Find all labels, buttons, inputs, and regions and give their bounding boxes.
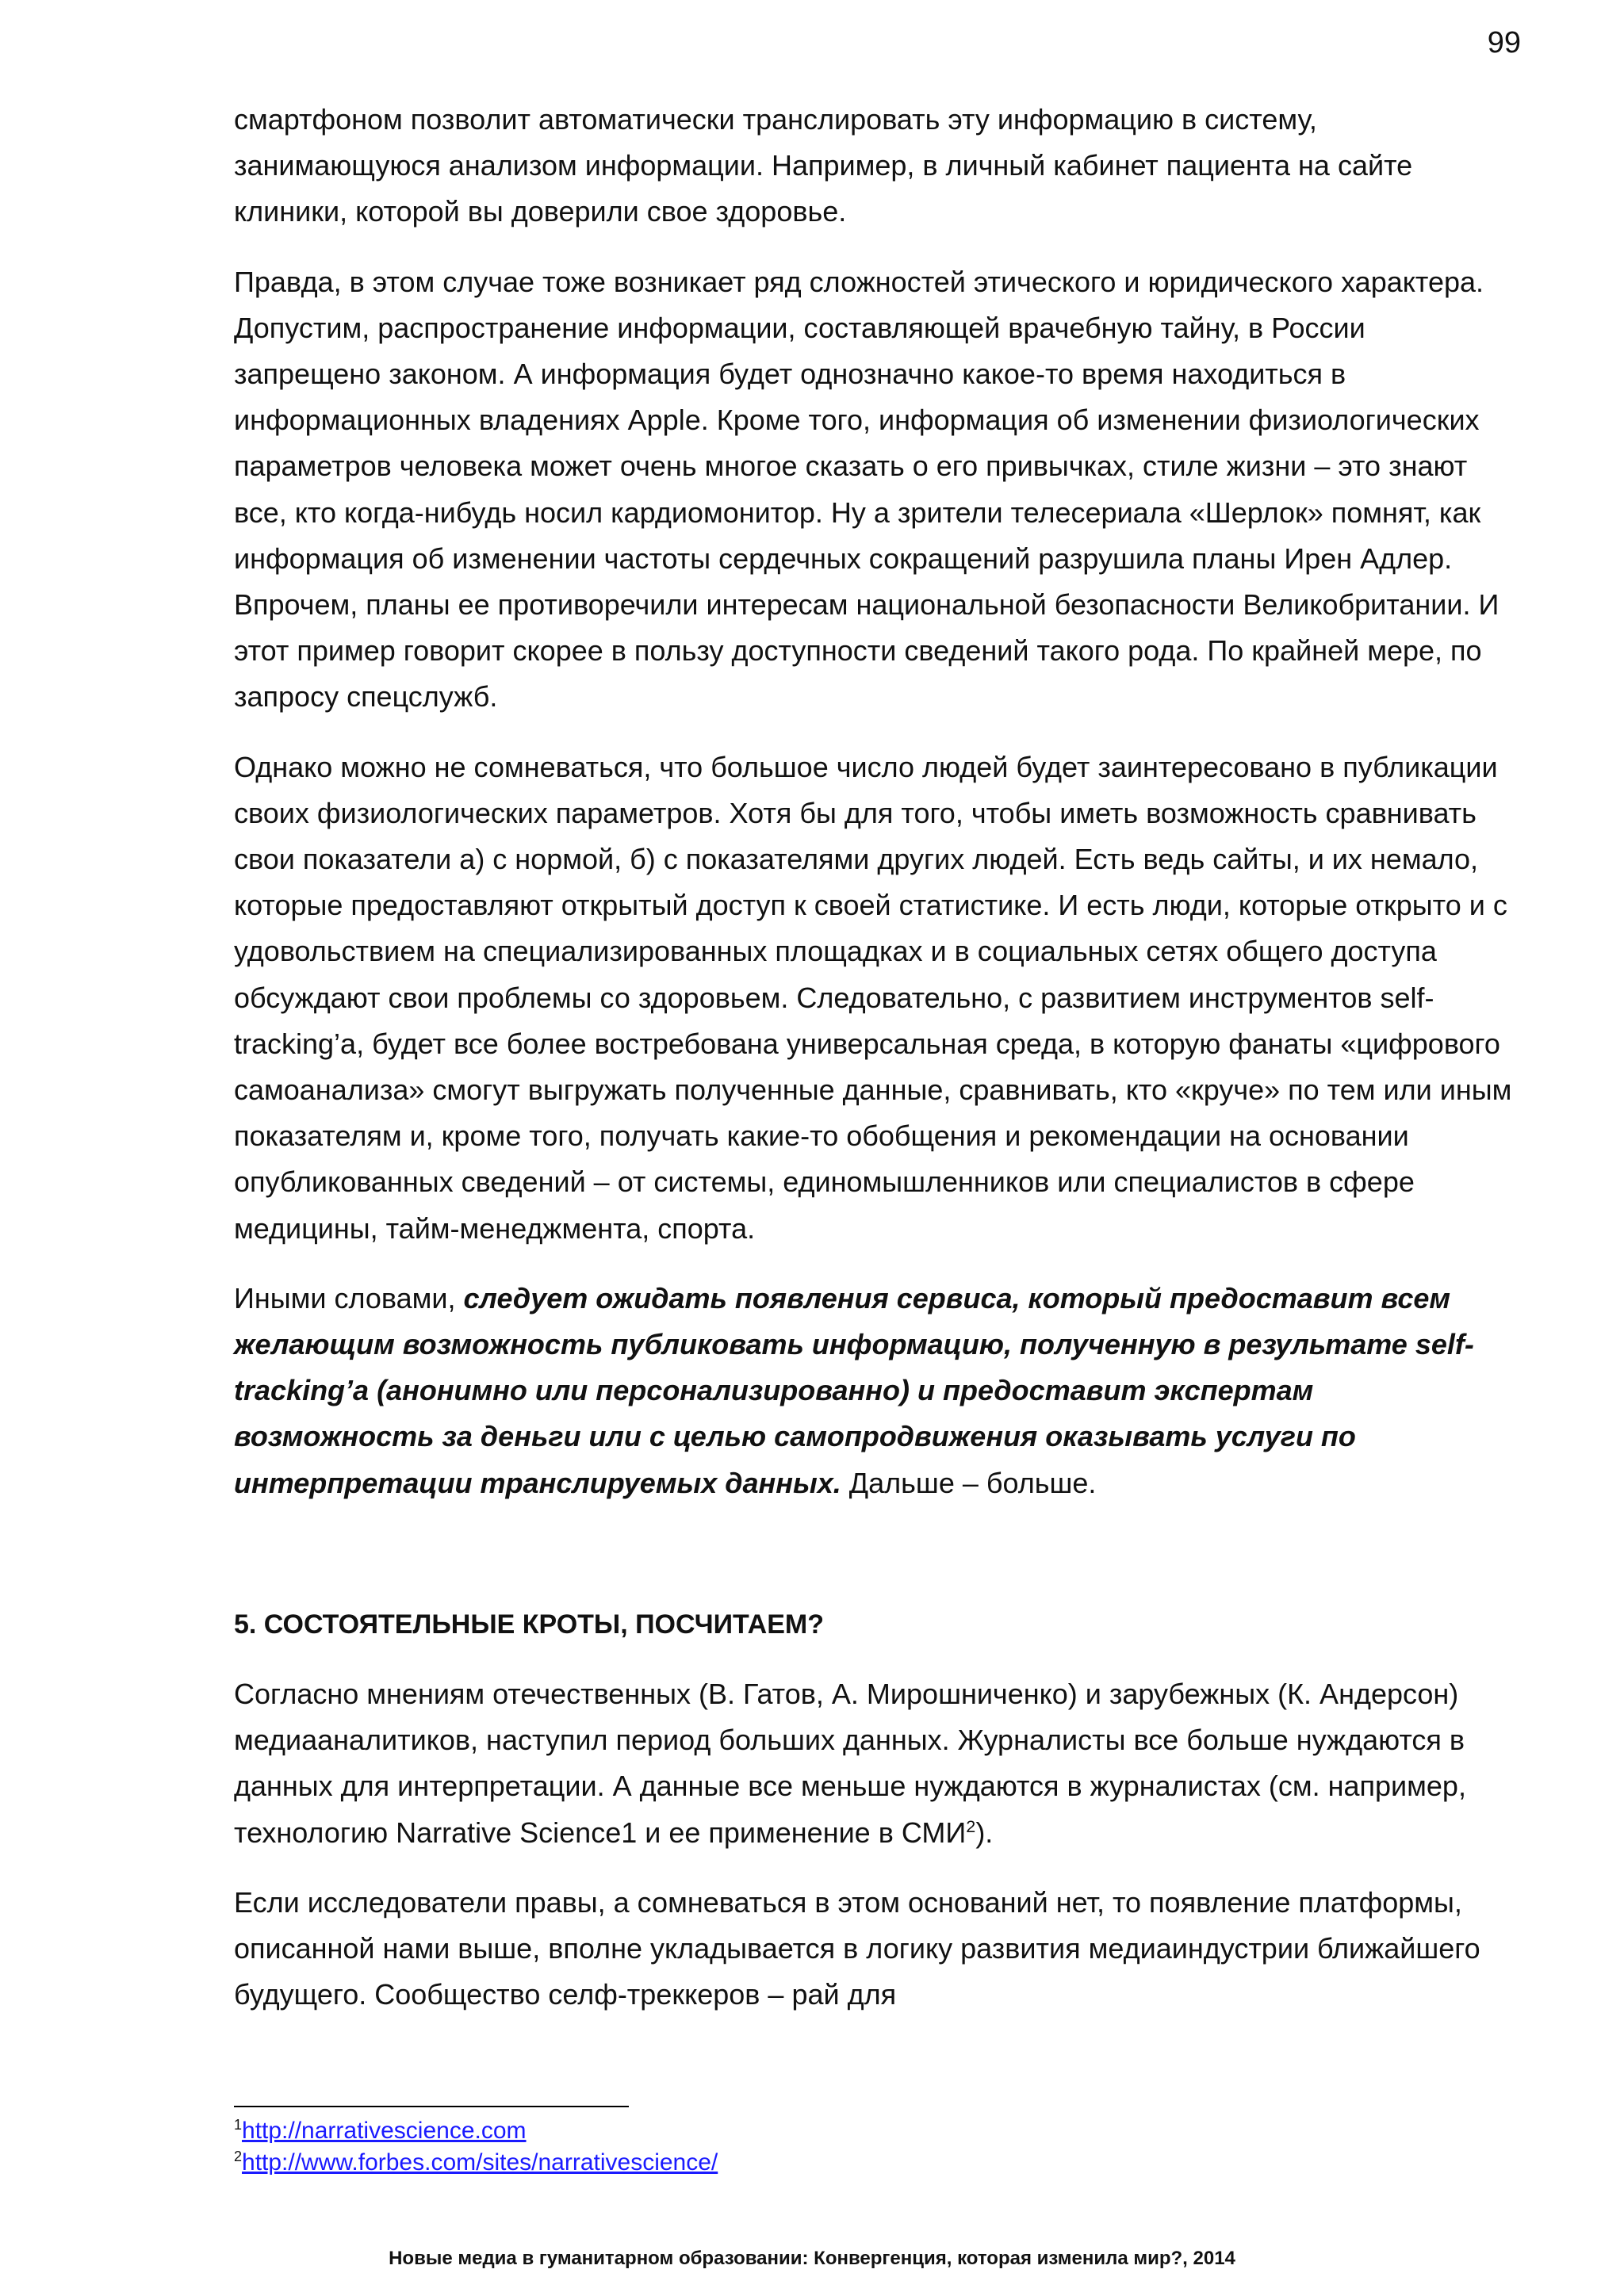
paragraph-emphasis [234,1276,1519,1506]
footnote-marker: 1 [234,2117,243,2133]
paragraph-3: Однако можно не сомневаться, что большое число людей будет заинтересовано в публикации своих физиологических параметров. Хотя бы для того, чтобы иметь возможность сравнивать свои показатели а) с нормой, б) с показателями других людей. Есть ведь сайты, и их немало, которые предоставляют открытый доступ к своей статистике. И есть люди, которые открыто и с удовольствием на специализированных площадках и в социальных сетях общего доступа обсуждают свои проблемы со здоровьем. Следовательно, с развитием инструментов self-tracking’а, будет все более востребована универсальная среда, в которую фанаты «цифрового самоанализа» смогут выгружать полученные данные, сравнивать, кто «круче» по тем или иным показателям и, кроме того, получать какие-то обобщения и рекомендации на основании опубликованных сведений – от системы, единомышленников или специалистов в сфере медицины, тайм-менеджмента, спорта. [234,750,1512,1245]
section-heading: 5. СОСТОЯТЕЛЬНЫЕ КРОТЫ, ПОСЧИТАЕМ? [234,1609,824,1640]
footnote-marker: 2 [234,2149,243,2164]
footnote-1 [234,2115,718,2147]
footnote-separator [234,2106,629,2107]
footnote-link-1[interactable]: http://narrativescience.com [242,2118,527,2144]
page-footer: Новые медиа в гуманитарном образовании: Конвергенция, которая изменила мир?, 2014 [389,2248,1235,2269]
paragraph-1: смартфоном позволит автоматически транслировать эту информацию в систему, занимающуюся анализом информации. Например, в личный кабинет пациента на сайте клиники, которой вы доверили свое здоровье. [234,103,1413,228]
section-paragraph-1-tail: ). [975,1816,994,1849]
section-paragraph-1 [234,1671,1519,1856]
paragraph-2: Правда, в этом случае тоже возникает ряд сложностей этического и юридического характера. Допустим, распространение информации, составляющей врачебную тайну, в России запрещено законом. А информация будет однозначно какое-то время находиться в информационных владениях Apple. Кроме того, информация об изменении физиологических параметров человека может очень многое сказать о его привычках, стиле жизни – это знают все, кто когда-нибудь носил кардиомонитор. Ну а зрители телесериала «Шерлок» помнят, как информация об изменении частоты сердечных сокращений разрушила планы Ирен Адлер. Впрочем, планы ее противоречили интересам национальной безопасности Великобритании. И этот пример говорит скорее в пользу доступности сведений такого рода. По крайней мере, по запросу спецслужб. [234,265,1500,714]
emphasis-text: следует ожидать появления сервиса, который предоставит всем желающим возможность публиковать информацию, полученную в результате self-tracking’а (анонимно или персонализированно) и предоставит экспертам возможность за деньги или с целью самопродвижения оказывать услуги по интерпретации транслируемых данных. [234,1281,1474,1499]
footnote-ref-2[interactable]: 2 [966,1816,976,1836]
section-paragraph-1-text: Согласно мнениям отечественных (В. Гатов, А. Мирошниченко) и зарубежных (К. Андерсон) медиааналитиков, наступил период больших данных. Журналисты все больше нуждаются в данных для интерпретации. А данные все меньше нуждаются в журналистах (см. например, технологию Narrative Science1 и ее применение в СМИ [234,1677,1466,1849]
footnote-2 [234,2147,718,2179]
footnote-link-2[interactable]: http://www.forbes.com/sites/narrativescience/ [242,2149,718,2175]
emphasis-tail: Дальше – больше. [841,1466,1097,1499]
page-number: 99 [1487,26,1521,59]
emphasis-lead: Иными словами, [234,1281,464,1314]
footnotes [234,2115,718,2179]
section-paragraph-2: Если исследователи правы, а сомневаться в этом оснований нет, то появление платформы, описанной нами выше, вполне укладывается в логику развития медиаиндустрии ближайшего будущего. Сообщество селф-треккеров – рай для [234,1885,1480,2011]
page-body [234,97,1519,2042]
